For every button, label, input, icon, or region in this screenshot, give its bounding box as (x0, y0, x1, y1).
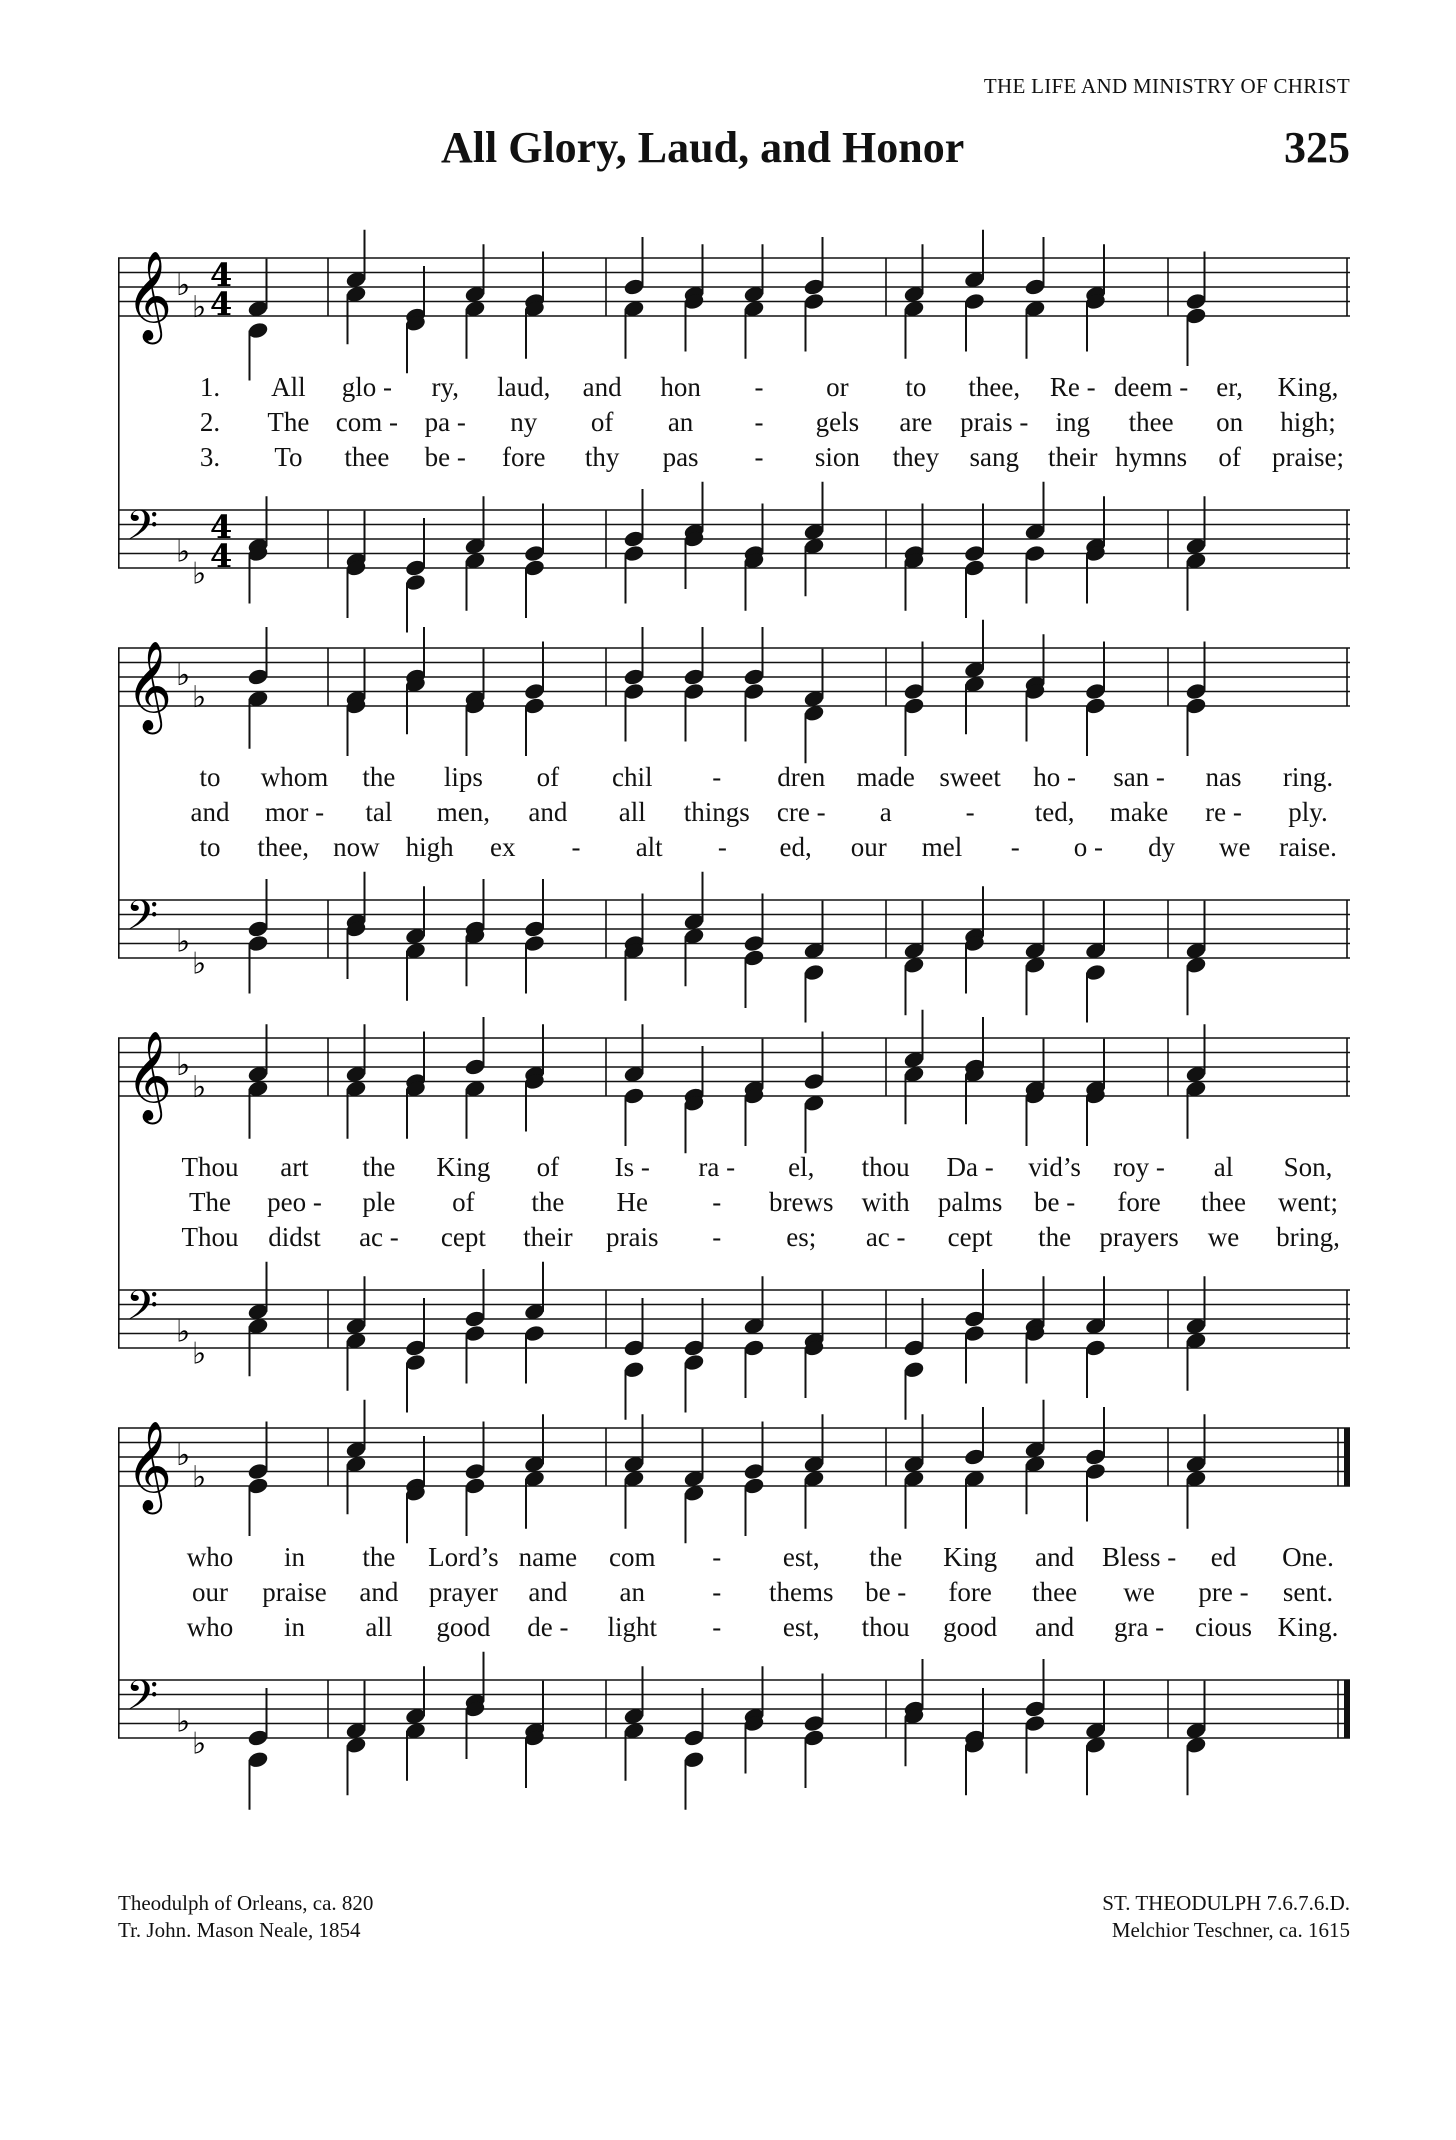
lyric-syllable: cept (440, 1222, 486, 1252)
treble-clef-icon: 𝄞 (126, 1030, 173, 1121)
lyric-syllable: thou (861, 1612, 910, 1642)
lyric-syllable: san - (1113, 762, 1165, 792)
lyric-syllable: our (192, 1577, 228, 1607)
lyric-syllable: and (528, 1577, 568, 1607)
lyric-syllable: - (754, 442, 764, 472)
lyric-syllable: ple (362, 1187, 396, 1217)
lyric-syllable: pas (662, 442, 699, 472)
lyric-syllable: deem - (1114, 372, 1189, 402)
lyric-line (118, 372, 1350, 406)
lyric-syllable: com (609, 1542, 656, 1572)
lyric-syllable: good (436, 1612, 491, 1642)
lyric-syllable: pre - (1198, 1577, 1249, 1607)
lyric-syllable: a (879, 797, 892, 827)
lyric-syllable: whom (260, 762, 329, 792)
lyric-syllable: we (1219, 832, 1251, 862)
lyric-syllable: ho - (1033, 762, 1076, 792)
flat-sign-icon: ♭ (176, 658, 191, 693)
lyric-syllable: high; (1280, 407, 1336, 437)
lyric-syllable: in (283, 1612, 305, 1642)
flat-sign-icon: ♭ (176, 1314, 191, 1350)
lyric-syllable: all (365, 1612, 393, 1642)
lyric-syllable: pa - (424, 407, 466, 437)
lyric-syllable: thee, (257, 832, 310, 862)
time-signature-digit: 4 (210, 285, 233, 323)
lyric-syllable: the (531, 1187, 565, 1217)
music-system (118, 1020, 1350, 1372)
text-author: Theodulph of Orleans, ca. 820 (118, 1891, 374, 1915)
lyric-syllable: - (712, 1542, 722, 1572)
lyric-syllable: ed, (779, 832, 812, 862)
lyric-line (118, 407, 1350, 441)
lyric-syllable: ex (490, 832, 516, 862)
lyric-syllable: be - (424, 442, 466, 472)
lyric-syllable: ny (510, 407, 538, 437)
flat-sign-icon: ♭ (176, 1704, 191, 1740)
lyric-syllable: an (619, 1577, 646, 1607)
lyric-syllable: to (199, 832, 221, 862)
lyric-syllable: things (683, 797, 750, 827)
lyric-syllable: de - (527, 1612, 569, 1642)
lyric-syllable: and (1035, 1612, 1075, 1642)
lyric-syllable: with (861, 1187, 910, 1217)
lyric-syllable: good (943, 1612, 998, 1642)
lyric-syllable: alt (635, 832, 663, 862)
lyric-syllable: sweet (939, 762, 1001, 792)
lyric-syllable: 1. (199, 372, 221, 402)
lyric-syllable: cre - (776, 797, 826, 827)
lyric-syllable: went; (1278, 1187, 1338, 1217)
lyric-syllable: are (899, 407, 933, 437)
lyric-syllable: be - (865, 1577, 907, 1607)
time-signature-digit: 4 (210, 508, 233, 546)
lyric-syllable: Son, (1283, 1152, 1333, 1182)
translator: Tr. John. Mason Neale, 1854 (118, 1918, 361, 1942)
lyric-syllable: King, (1277, 372, 1339, 402)
flat-sign-icon: ♭ (192, 556, 207, 592)
lyric-syllable: To (274, 442, 303, 472)
lyric-syllable: and (190, 797, 230, 827)
time-signature-digit: 4 (210, 537, 233, 575)
lyric-syllable: gra - (1113, 1612, 1165, 1642)
lyric-syllable: to (199, 762, 221, 792)
lyric-syllable: chil (612, 762, 653, 792)
bass-clef-icon: 𝄢 (126, 501, 159, 560)
lyric-syllable: Thou (181, 1222, 239, 1252)
lyric-syllable: art (280, 1152, 309, 1182)
lyric-syllable: Thou (181, 1152, 239, 1182)
time-signature-digit: 4 (210, 256, 233, 294)
lyric-syllable: name (518, 1542, 578, 1572)
lyric-syllable: men, (436, 797, 490, 827)
lyric-syllable: they (892, 442, 940, 472)
lyric-syllable: el, (788, 1152, 815, 1182)
lyric-syllable: the (362, 1542, 396, 1572)
treble-clef-icon: 𝄞 (126, 640, 173, 731)
lyric-syllable: thy (584, 442, 620, 472)
lyric-syllable: ac - (359, 1222, 399, 1252)
lyric-syllable: of (536, 1152, 560, 1182)
lyric-syllable: be - (1033, 1187, 1076, 1217)
lyric-syllable: thee (1128, 407, 1174, 437)
lyric-syllable: light (607, 1612, 658, 1642)
lyric-syllable: mor - (264, 797, 325, 827)
lyric-syllable: - (754, 407, 764, 437)
treble-clef-icon: 𝄞 (126, 1420, 173, 1511)
lyric-syllable: The (189, 1187, 231, 1217)
lyric-syllable: King (436, 1152, 491, 1182)
lyric-syllable: made (856, 762, 915, 792)
lyric-syllable: Re - (1049, 372, 1096, 402)
lyric-syllable: prayer (428, 1577, 498, 1607)
lyric-syllable: roy - (1113, 1152, 1165, 1182)
lyric-syllable: sang (969, 442, 1020, 472)
lyric-syllable: cept (947, 1222, 993, 1252)
lyric-syllable: - (712, 1577, 722, 1607)
lyric-syllable: dren (777, 762, 826, 792)
lyric-syllable: laud, (497, 372, 551, 402)
lyric-syllable: now (333, 832, 380, 862)
lyric-syllable: - (965, 797, 975, 827)
lyric-syllable: er, (1216, 372, 1243, 402)
lyric-syllable: ed (1210, 1542, 1237, 1572)
flat-sign-icon: ♭ (176, 924, 191, 960)
section-heading: THE LIFE AND MINISTRY OF CHRIST (983, 74, 1350, 98)
lyric-syllable: dy (1148, 832, 1176, 862)
lyric-syllable: com - (335, 407, 398, 437)
lyric-syllable: who (186, 1612, 234, 1642)
lyric-syllable: thee (1201, 1187, 1247, 1217)
lyric-syllable: ply. (1288, 797, 1328, 827)
lyric-syllable: thou (861, 1152, 910, 1182)
flat-sign-icon: ♭ (176, 534, 191, 570)
lyric-syllable: who (186, 1542, 234, 1572)
lyric-syllable: hymns (1115, 442, 1188, 472)
lyric-syllable: the (362, 1152, 396, 1182)
lyric-syllable: Bless - (1101, 1542, 1177, 1572)
lyric-line (118, 762, 1350, 796)
music-system (118, 630, 1350, 982)
lyric-syllable: on (1216, 407, 1244, 437)
lyric-line (118, 1222, 1350, 1256)
lyric-syllable: the (362, 762, 396, 792)
lyric-syllable: we (1123, 1577, 1155, 1607)
lyric-syllable: King. (1277, 1612, 1339, 1642)
flat-sign-icon: ♭ (192, 1459, 207, 1495)
lyric-syllable: ted, (1034, 797, 1075, 827)
flat-sign-icon: ♭ (192, 289, 207, 325)
lyric-line (118, 1577, 1350, 1611)
lyric-syllable: cious (1195, 1612, 1253, 1642)
lyric-syllable: palms (937, 1187, 1003, 1217)
lyric-syllable: thee, (968, 372, 1021, 402)
lyric-syllable: mel (921, 832, 963, 862)
lyric-syllable: King (943, 1542, 998, 1572)
lyric-syllable: al (1213, 1152, 1234, 1182)
lyric-line (118, 832, 1350, 866)
lyric-syllable: and (359, 1577, 399, 1607)
lyric-syllable: All (271, 372, 306, 402)
lyric-syllable: the (869, 1542, 903, 1572)
bass-clef-icon: 𝄢 (126, 891, 159, 950)
lyric-syllable: prayers (1099, 1222, 1179, 1252)
lyric-syllable: sion (814, 442, 860, 472)
lyric-syllable: our (850, 832, 887, 862)
lyric-syllable: bring, (1276, 1222, 1340, 1252)
lyric-syllable: Is - (614, 1152, 650, 1182)
bass-clef-icon: 𝄢 (126, 1671, 159, 1730)
lyric-syllable: 2. (199, 407, 221, 437)
lyric-syllable: - (712, 1222, 722, 1252)
lyric-syllable: praise (262, 1577, 327, 1607)
lyric-syllable: The (267, 407, 310, 437)
lyric-syllable: nas (1205, 762, 1242, 792)
lyric-syllable: - (1010, 832, 1020, 862)
bass-clef-icon: 𝄢 (126, 1281, 159, 1340)
lyric-syllable: didst (268, 1222, 321, 1252)
lyric-syllable: ac - (865, 1222, 906, 1252)
lyric-syllable: the (1038, 1222, 1072, 1252)
lyric-syllable: in (283, 1542, 305, 1572)
lyric-line (118, 1152, 1350, 1186)
lyric-line (118, 1542, 1350, 1576)
lyric-syllable: fore (948, 1577, 992, 1607)
lyric-syllable: ry, (431, 372, 460, 402)
music-system (118, 1410, 1350, 1762)
lyric-syllable: make (1109, 797, 1169, 827)
treble-clef-icon: 𝄞 (126, 250, 173, 341)
lyric-syllable: gels (815, 407, 860, 437)
lyric-syllable: - (571, 832, 581, 862)
lyric-syllable: est, (782, 1542, 820, 1572)
lyric-syllable: of (1218, 442, 1241, 472)
lyric-syllable: of (590, 407, 614, 437)
lyric-line (118, 797, 1350, 831)
lyric-syllable: praise; (1272, 442, 1344, 472)
lyric-syllable: - (717, 832, 727, 862)
lyric-syllable: ring. (1282, 762, 1334, 792)
flat-sign-icon: ♭ (192, 679, 207, 715)
tune-credits (1102, 1890, 1350, 1944)
lyric-syllable: est, (782, 1612, 820, 1642)
lyric-syllable: 3. (199, 442, 221, 472)
music-system (118, 240, 1350, 592)
flat-sign-icon: ♭ (192, 1726, 207, 1762)
flat-sign-icon: ♭ (192, 1336, 207, 1372)
lyric-syllable: or (826, 372, 849, 402)
lyric-syllable: and (582, 372, 622, 402)
lyric-syllable: of (536, 762, 560, 792)
lyric-syllable: thems (768, 1577, 834, 1607)
lyric-syllable: their (1047, 442, 1098, 472)
lyric-syllable: brews (768, 1187, 834, 1217)
lyric-syllable: we (1207, 1222, 1240, 1252)
lyric-syllable: peo - (267, 1187, 322, 1217)
lyric-syllable: ing (1055, 407, 1090, 437)
lyric-syllable: their (523, 1222, 573, 1252)
lyric-syllable: - (712, 1187, 722, 1217)
lyric-line (118, 442, 1350, 476)
lyric-syllable: o - (1073, 832, 1104, 862)
lyric-syllable: and (528, 797, 568, 827)
tune-name: ST. THEODULPH 7.6.7.6.D. (1102, 1891, 1350, 1915)
lyric-syllable: One. (1282, 1542, 1334, 1572)
lyric-syllable: of (452, 1187, 475, 1217)
lyric-syllable: fore (1117, 1187, 1161, 1217)
lyric-syllable: glo - (341, 372, 392, 402)
lyric-syllable: to (905, 372, 927, 402)
flat-sign-icon: ♭ (176, 268, 191, 303)
lyric-syllable: ra - (698, 1152, 736, 1182)
lyric-syllable: high (405, 832, 454, 862)
lyric-syllable: vid’s (1028, 1152, 1081, 1182)
lyric-syllable: and (1035, 1542, 1075, 1572)
lyric-syllable: He (616, 1187, 649, 1217)
lyric-syllable: thee (1032, 1577, 1078, 1607)
lyric-line (118, 1612, 1350, 1646)
lyric-syllable: all (618, 797, 646, 827)
lyric-syllable: raise. (1279, 832, 1337, 862)
lyric-syllable: hon (660, 372, 701, 402)
lyric-syllable: - (712, 762, 722, 792)
flat-sign-icon: ♭ (176, 1438, 191, 1473)
lyric-syllable: prais (606, 1222, 659, 1252)
lyric-line (118, 1187, 1350, 1221)
hymn-number: 325 (1284, 123, 1350, 172)
lyric-syllable: prais - (960, 407, 1029, 437)
composer: Melchior Teschner, ca. 1615 (1111, 1918, 1350, 1942)
lyric-syllable: tal (365, 797, 393, 827)
lyric-syllable: re - (1205, 797, 1242, 827)
lyric-syllable: thee (344, 442, 390, 472)
lyric-syllable: Lord’s (428, 1542, 499, 1572)
lyric-syllable: an (667, 407, 694, 437)
flat-sign-icon: ♭ (176, 1048, 191, 1083)
hymn-title: All Glory, Laud, and Honor (441, 123, 965, 172)
lyric-syllable: lips (443, 762, 483, 792)
lyric-syllable: fore (501, 442, 546, 472)
lyric-syllable: - (754, 372, 764, 402)
lyric-syllable: sent. (1282, 1577, 1334, 1607)
lyric-syllable: es; (786, 1222, 817, 1252)
lyric-syllable: - (712, 1612, 722, 1642)
flat-sign-icon: ♭ (192, 946, 207, 982)
lyric-syllable: Da - (946, 1152, 994, 1182)
text-credits (118, 1890, 373, 1944)
flat-sign-icon: ♭ (192, 1069, 207, 1105)
